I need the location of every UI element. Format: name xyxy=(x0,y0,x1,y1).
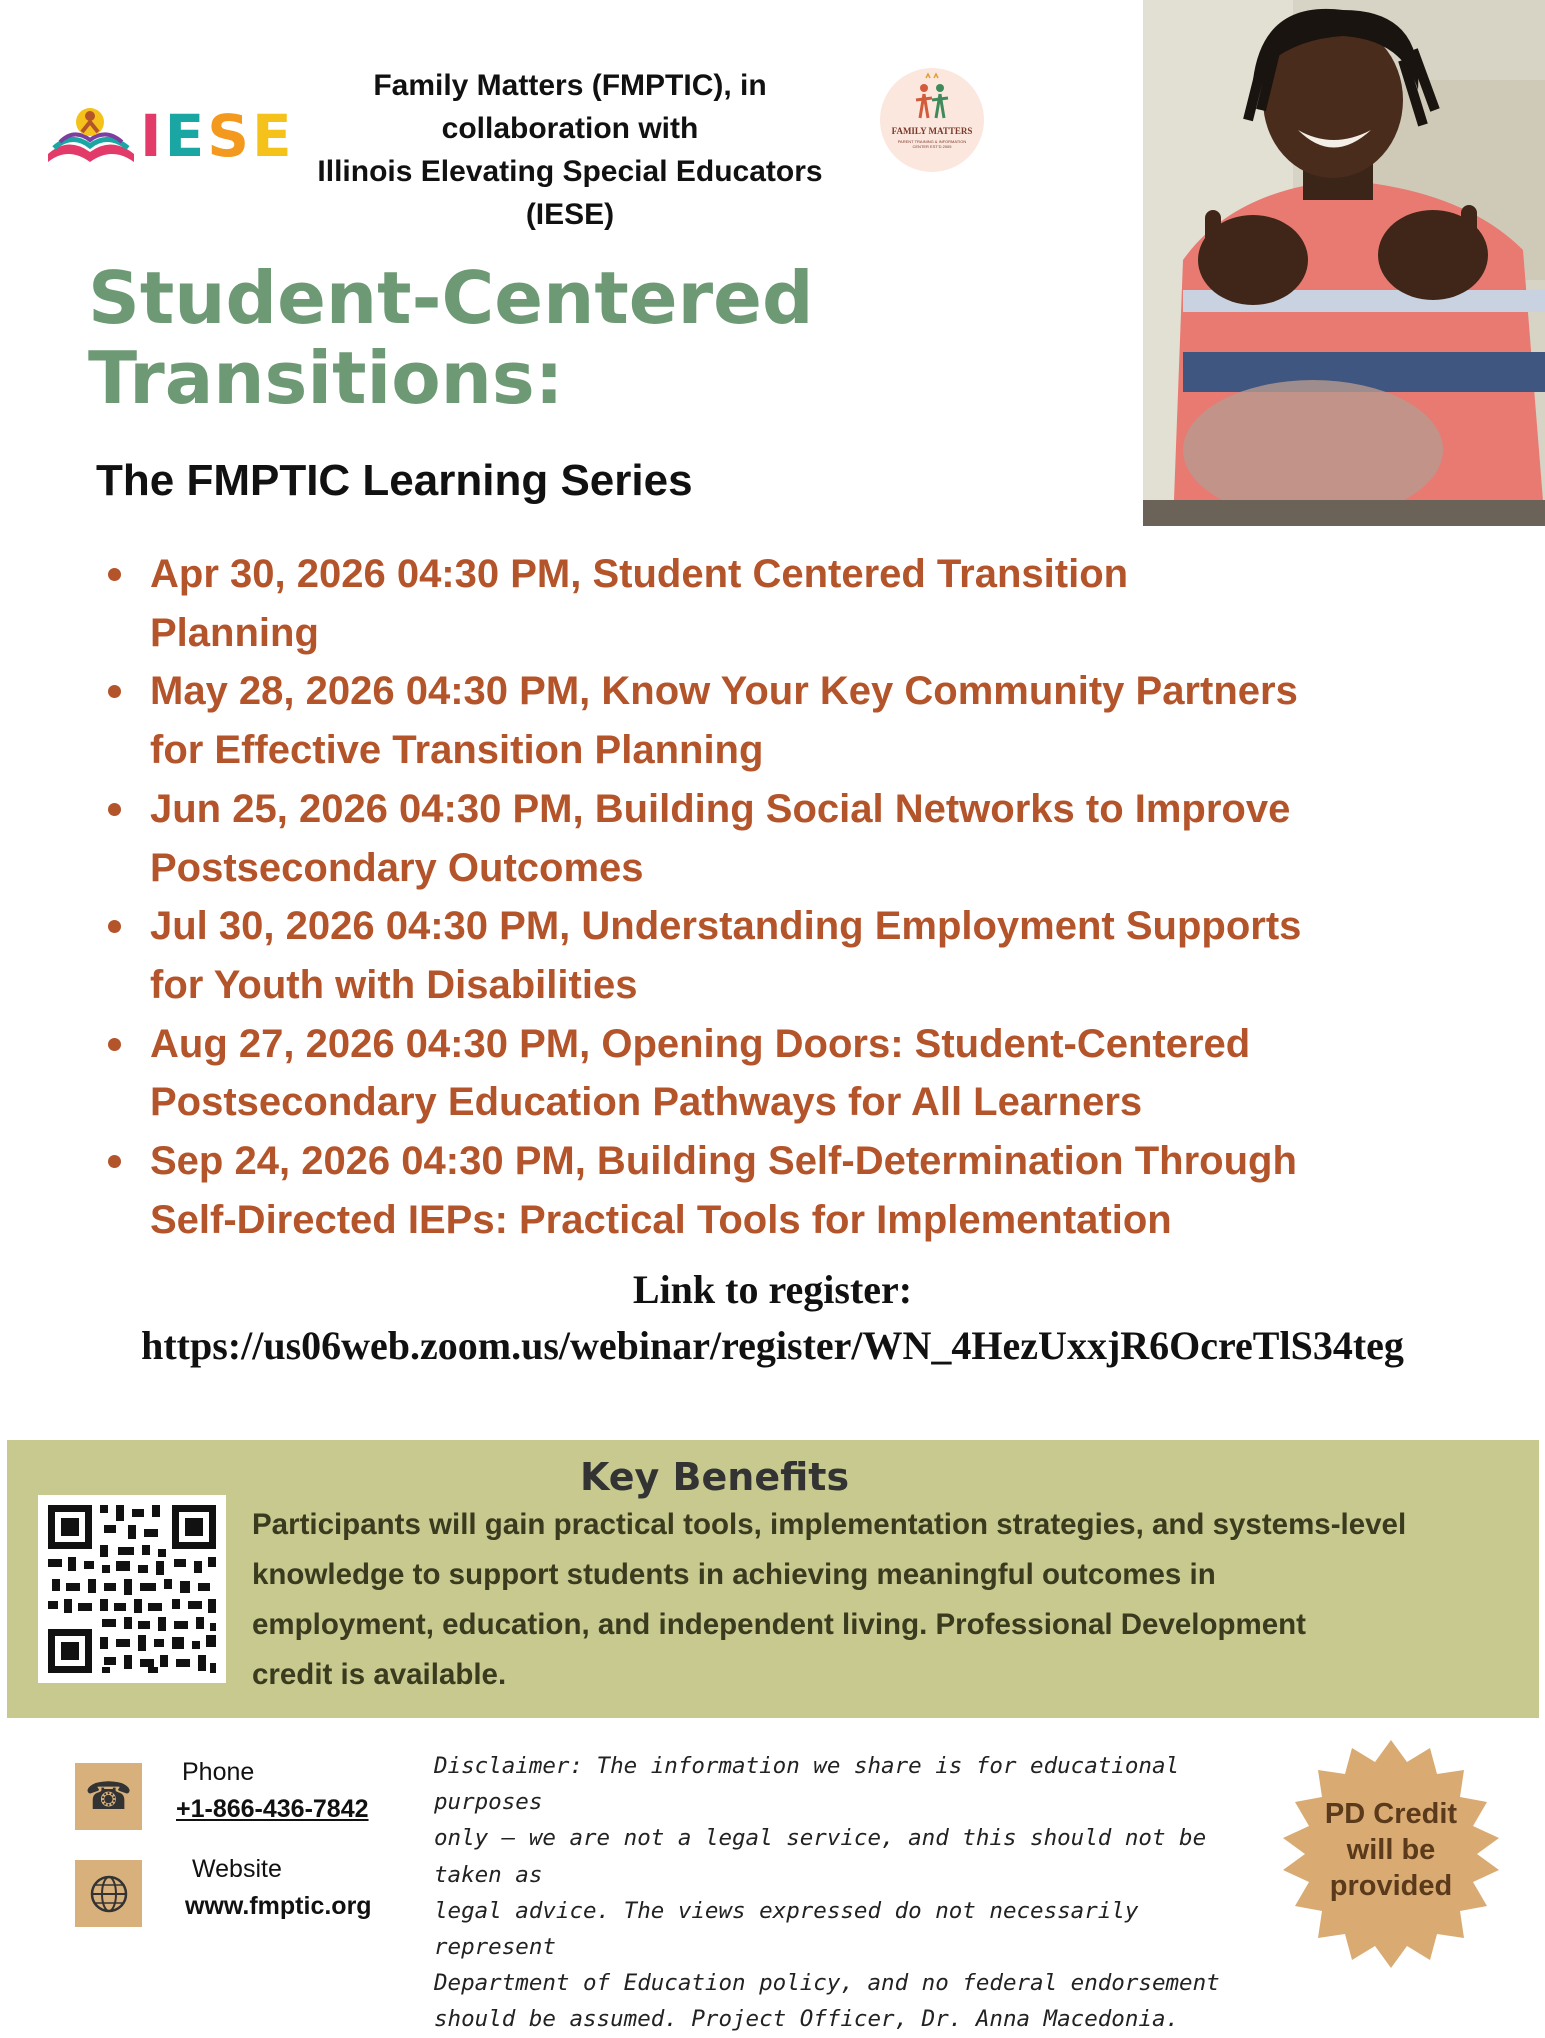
badge-line: PD Credit xyxy=(1324,1798,1458,1830)
benefits-line: knowledge to support students in achieving meaningful outcomes in xyxy=(252,1558,1216,1591)
pd-credit-badge xyxy=(1277,1796,1505,1904)
collab-line: collaboration with xyxy=(441,112,699,145)
collab-line: Illinois Elevating Special Educators xyxy=(317,155,823,188)
iese-letter: I xyxy=(140,102,165,170)
session-line: for Effective Transition Planning xyxy=(150,728,764,773)
disclaimer-line: should be assumed. Project Officer, Dr. Anna Macedonia. xyxy=(434,2006,1180,2033)
phone-label: Phone xyxy=(182,1758,255,1786)
disclaimer-line: Department of Education policy, and no federal endorsement xyxy=(434,1970,1220,1997)
session-line: Aug 27, 2026 04:30 PM, Opening Doors: Student-Centered xyxy=(150,1021,1251,1066)
qr-code[interactable] xyxy=(38,1495,226,1683)
session-line: Jul 30, 2026 04:30 PM, Understanding Employment Supports xyxy=(150,904,1302,949)
benefits-line: employment, education, and independent living. Professional Development xyxy=(252,1608,1306,1641)
list-item xyxy=(104,1015,1464,1132)
session-line: Apr 30, 2026 04:30 PM, Student Centered Transition xyxy=(150,552,1129,596)
session-line: Planning xyxy=(150,610,319,655)
series-subtitle: The FMPTIC Learning Series xyxy=(96,456,693,505)
key-benefits-title: Key Benefits xyxy=(580,1455,850,1499)
disclaimer-line: Disclaimer: The information we share is for educational purposes xyxy=(434,1753,1180,1816)
benefits-line: credit is available. xyxy=(252,1658,507,1691)
family-matters-logo xyxy=(880,68,984,172)
iese-letter: E xyxy=(164,102,208,170)
session-line: Jun 25, 2026 04:30 PM, Building Social Networks to Improve xyxy=(150,786,1291,831)
session-line: Self-Directed IEPs: Practical Tools for Implementation xyxy=(150,1197,1172,1242)
collab-line: (IESE) xyxy=(525,198,615,231)
session-line: Postsecondary Outcomes xyxy=(150,845,644,890)
list-item xyxy=(104,545,1464,662)
iese-wordmark xyxy=(140,104,295,168)
phone-number-link[interactable]: +1-866-436-7842 xyxy=(176,1795,369,1823)
list-item xyxy=(104,662,1464,779)
qr-code-icon xyxy=(38,1495,226,1683)
iese-emblem-icon xyxy=(44,102,140,172)
iese-letter: S xyxy=(207,102,252,170)
family-matters-logo-text: FAMILY MATTERS xyxy=(891,126,973,136)
key-benefits-text xyxy=(252,1500,1492,1700)
disclaimer-line: only — we are not a legal service, and this should not be taken as xyxy=(434,1825,1207,1888)
title-line: Student-Centered xyxy=(88,256,814,340)
collaboration-header xyxy=(300,64,840,236)
disclaimer-text xyxy=(434,1748,1254,2038)
student-photo xyxy=(1143,0,1545,526)
register-link[interactable]: https://us06web.zoom.us/webinar/register/WN_4HezUxxjR6OcreTlS34teg xyxy=(141,1323,1404,1368)
phone-icon: ☎ xyxy=(75,1763,142,1830)
page-title xyxy=(88,258,888,418)
family-matters-logo-subtext: PARENT TRAINING & INFORMATION CENTER EST'D 2005 xyxy=(897,139,967,149)
globe-icon-svg xyxy=(89,1874,129,1914)
title-line: Transitions: xyxy=(88,336,564,420)
session-line: Sep 24, 2026 04:30 PM, Building Self-Determination Through xyxy=(150,1139,1297,1184)
collab-line: Family Matters (FMPTIC), in xyxy=(373,69,767,102)
list-item xyxy=(104,1132,1464,1249)
website-label: Website xyxy=(192,1855,282,1883)
family-figures-icon xyxy=(880,68,984,128)
disclaimer-line: legal advice. The views expressed do not necessarily represent xyxy=(434,1897,1139,1961)
badge-line: will be xyxy=(1346,1834,1436,1866)
session-list xyxy=(104,545,1464,1249)
session-line: for Youth with Disabilities xyxy=(150,962,638,1007)
benefits-line: Participants will gain practical tools, implementation strategies, and systems-level xyxy=(252,1508,1407,1541)
globe-icon xyxy=(75,1860,142,1927)
website-link[interactable]: www.fmptic.org xyxy=(185,1892,372,1920)
register-label: Link to register: xyxy=(632,1267,913,1312)
session-line: May 28, 2026 04:30 PM, Know Your Key Community Partners xyxy=(150,669,1298,714)
session-line: Postsecondary Education Pathways for All Learners xyxy=(150,1080,1143,1125)
iese-logo xyxy=(44,102,295,172)
list-item xyxy=(104,780,1464,897)
iese-letter: E xyxy=(252,102,295,170)
smiling-student-image xyxy=(1143,0,1545,526)
badge-line: provided xyxy=(1329,1870,1453,1902)
list-item xyxy=(104,897,1464,1014)
